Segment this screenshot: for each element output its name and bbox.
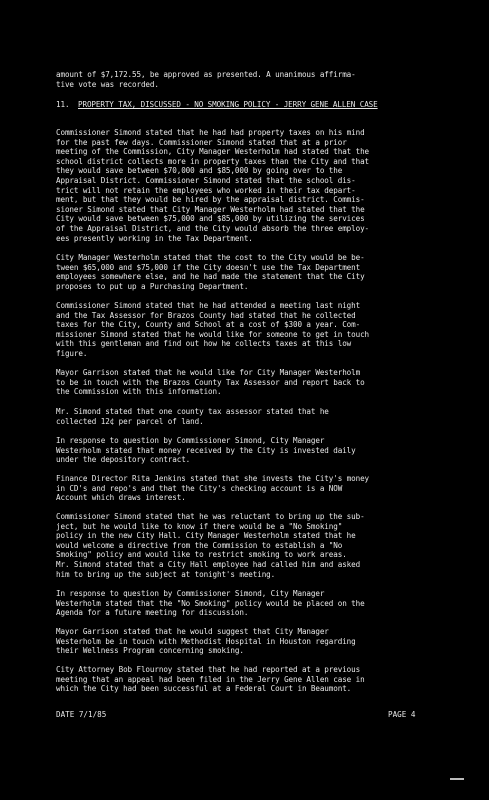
- top-paragraph: amount of $7,172.55, be approved as presented. A unanimous affirma- tive vote was recorded.: [56, 70, 356, 89]
- section-number: 11.: [56, 100, 70, 109]
- footer-date: DATE 7/1/85: [56, 710, 107, 719]
- paragraph-10: Mayor Garrison stated that he would suggest that City Manager Westerholm be in touch with Methodist Hospital in Houston regarding their Wellness Program concerning smoking.: [56, 627, 356, 656]
- paragraph-3: Commissioner Simond stated that he had attended a meeting last night and the Tax Assessor for Brazos County had stated that he collected taxes for the City, County and School at a cost of $300 a year. Com- missioner Simond stated that he would like for someone to get in touch with this gentleman and find out how he collects taxes at this low figure.: [56, 301, 370, 358]
- paragraph-4: Mayor Garrison stated that he would like for City Manager Westerholm to be in touch with the Brazos County Tax Assessor and report back to the Commission with this information.: [56, 368, 365, 397]
- paragraph-11: City Attorney Bob Flournoy stated that he had reported at a previous meeting that an appeal had been filed in the Jerry Gene Allen case in which the City had been successful at a Federal Court in Beaumont.: [56, 665, 365, 694]
- scan-mark: [450, 778, 464, 780]
- paragraph-7: Finance Director Rita Jenkins stated that she invests the City's money in CD's and repo's and that the City's checking account is a NOW Account which draws interest.: [56, 474, 370, 503]
- section-title: PROPERTY TAX, DISCUSSED - NO SMOKING POLICY - JERRY GENE ALLEN CASE: [78, 100, 378, 109]
- paragraph-5: Mr. Simond stated that one county tax assessor stated that he collected 12¢ per parcel of land.: [56, 407, 329, 426]
- paragraph-8: Commissioner Simond stated that he was reluctant to bring up the sub- ject, but he would like to know if there would be a "No Smoking" policy in the new City Hall. City Manager Westerholm stated that he would welcome a directive from the Commission to establish a "No Smoking" policy and would like to restrict smoking to work areas. Mr. Simond stated that a City Hall employee had called him and asked him to bring up the subject at tonight's meeting.: [56, 512, 365, 579]
- paragraph-6: In response to question by Commissioner Simond, City Manager Westerholm stated that money received by the City is invested daily under the depository contract.: [56, 436, 356, 465]
- paragraph-1: Commissioner Simond stated that he had had property taxes on his mind for the past few days. Commissioner Simond stated that at a prior meeting of the Commission, City Manager Westerholm had stated that the school district collects more in property taxes than the City and that they would save between $70,000 and $85,000 by going over to the Appraisal District. Commissioner Simond stated that the school dis- trict will not retain the employees who worked in their tax depart- ment, but that they would be hired by the appraisal district. Commis- sioner Simond stated that City Manager Westerholm had stated that the City would save between $75,000 and $85,000 by utilizing the services of the Appraisal District, and the City would absorb the three employ- ees presently working in the Tax Department.: [56, 128, 370, 243]
- section-heading: [56, 100, 452, 110]
- footer-page-number: PAGE 4: [388, 710, 416, 719]
- paragraph-9: In response to question by Commissioner Simond, City Manager Westerholm stated that the "No Smoking" policy would be placed on the Agenda for a future meeting for discussion.: [56, 589, 365, 618]
- paragraph-2: City Manager Westerholm stated that the cost to the City would be be- tween $65,000 and $75,000 if the City doesn't use the Tax Department employees somewhere else, and he had made the statement that the City proposes to put up a Purchasing Department.: [56, 253, 365, 291]
